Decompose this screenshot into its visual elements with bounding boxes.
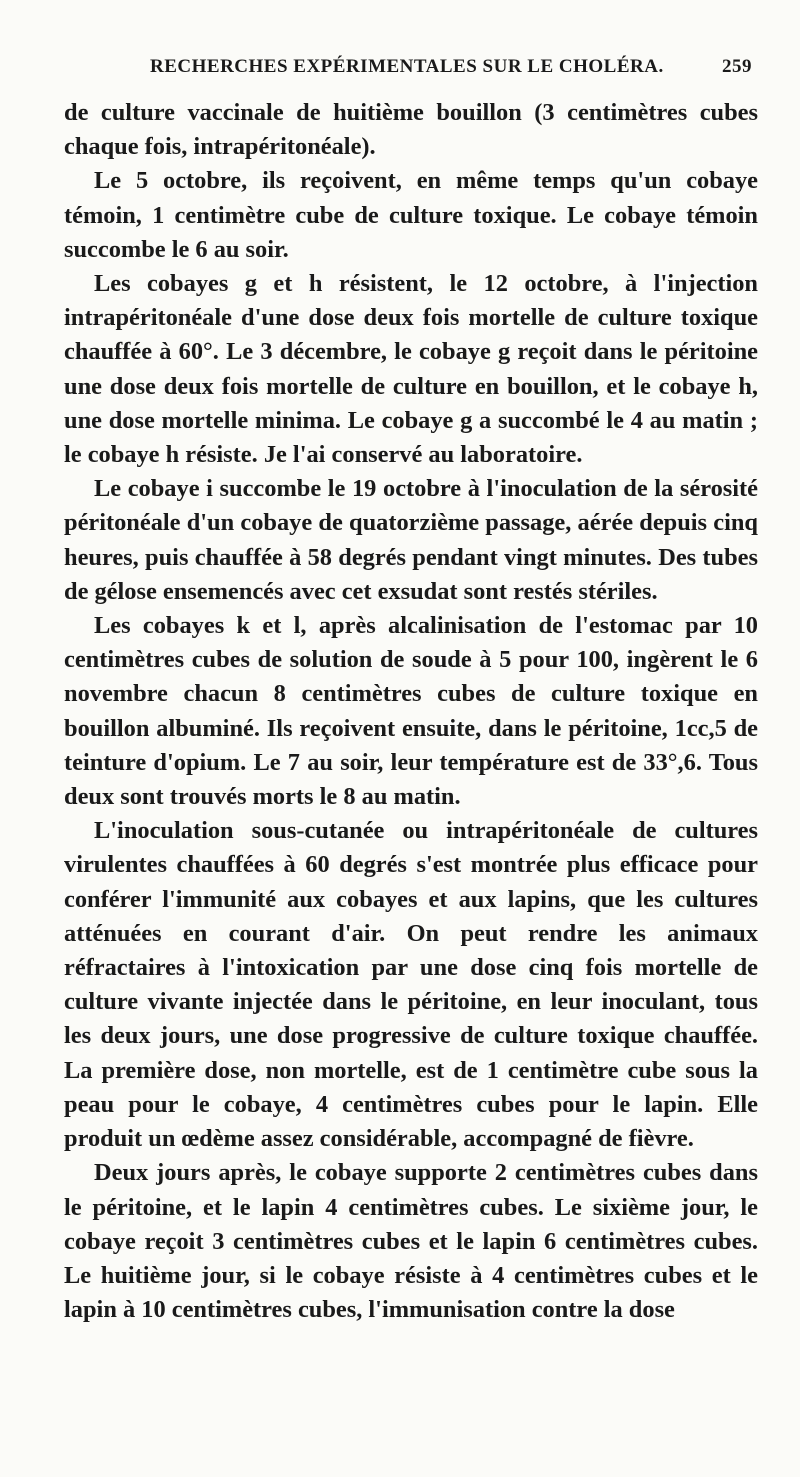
paragraph-3: Les cobayes g et h résistent, le 12 octobre, à l'injection intrapéritonéale d'une dose deux fois mortelle de culture toxique chauffée à 60°. Le 3 décembre, le cobaye g reçoit dans le péritoine une dose deux fois mortelle de culture en bouillon, et le cobaye h, une dose mortelle minima. Le cobaye g a succombé le 4 au matin ; le cobaye h résiste. Je l'ai conservé au laboratoire.	[64, 270, 758, 469]
paragraph-7: Deux jours après, le cobaye supporte 2 centimètres cubes dans le péritoine, et le lapin 4 centimètres cubes. Le sixième jour, le cobaye reçoit 3 centimètres cubes et le lapin 6 centimètres cubes. Le huitième jour, si le cobaye résiste à 4 centimètres cubes et le lapin à 10 centimètres cubes, l'immunisation contre la dose	[64, 1159, 758, 1324]
paragraph-2: Le 5 octobre, ils reçoivent, en même temps qu'un cobaye témoin, 1 centimètre cube de culture toxique. Le cobaye témoin succombe le 6 au soir.	[64, 167, 758, 263]
paragraph-6: L'inoculation sous-cutanée ou intrapéritonéale de cultures virulentes chauffées à 60 degrés s'est montrée plus efficace pour conférer l'immunité aux cobayes et aux lapins, que les cultures atténuées en courant d'air. On peut rendre les animaux réfractaires à l'intoxication par une dose cinq fois mortelle de culture vivante injectée dans le péritoine, en leur inoculant, tous les deux jours, une dose progressive de culture toxique chauffée. La première dose, non mortelle, est de 1 centimètre cube sous la peau pour le cobaye, 4 centimètres cubes pour le lapin. Elle produit un œdème assez considérable, accompagné de fièvre.	[64, 817, 758, 1153]
running-title: RECHERCHES EXPÉRIMENTALES SUR LE CHOLÉRA.	[150, 56, 664, 77]
page-header	[64, 56, 758, 86]
paragraph-4: Le cobaye i succombe le 19 octobre à l'inoculation de la sérosité péritonéale d'un cobaye de quatorzième passage, aérée depuis cinq heures, puis chauffée à 58 degrés pendant vingt minutes. Des tubes de gélose ensemencés avec cet exsudat sont restés stériles.	[64, 475, 758, 605]
body-text	[64, 96, 758, 1327]
paragraph-1: de culture vaccinale de huitième bouillon (3 centimètres cubes chaque fois, intrapéritonéale).	[64, 99, 758, 161]
page-number: 259	[722, 56, 752, 77]
paragraph-5: Les cobayes k et l, après alcalinisation de l'estomac par 10 centimètres cubes de solution de soude à 5 pour 100, ingèrent le 6 novembre chacun 8 centimètres cubes de culture toxique en bouillon albuminé. Ils reçoivent ensuite, dans le péritoine, 1cc,5 de teinture d'opium. Le 7 au soir, leur température est de 33°,6. Tous deux sont trouvés morts le 8 au matin.	[64, 612, 758, 811]
